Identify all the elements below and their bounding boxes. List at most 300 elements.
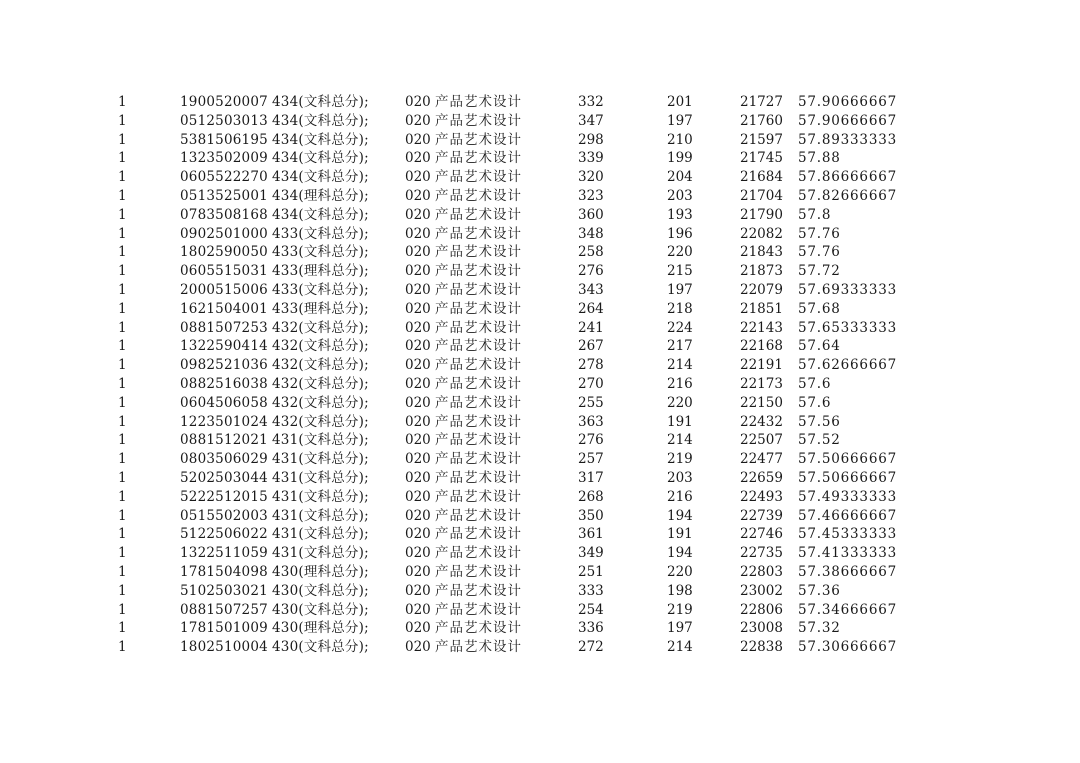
- table-row: [0, 206, 1080, 225]
- major-name: 产品艺术设计: [435, 225, 522, 242]
- composite-score: 57.38666667: [798, 563, 897, 580]
- major-code: 020: [405, 206, 431, 223]
- score-table: [0, 93, 1080, 657]
- candidate-id: 1900520007: [180, 94, 268, 110]
- table-row: [0, 187, 1080, 206]
- row-index: 1: [118, 263, 127, 280]
- composite-score: 57.6: [798, 375, 832, 392]
- score-a: 270: [578, 375, 604, 392]
- major-name: 产品艺术设计: [435, 563, 522, 580]
- table-row: [0, 413, 1080, 432]
- major-name: 产品艺术设计: [435, 451, 522, 468]
- score-b: 201: [667, 94, 693, 110]
- score-a: 255: [578, 394, 604, 411]
- candidate-id: 5122506022: [180, 526, 268, 543]
- major-code: 020: [405, 620, 431, 637]
- table-row: [0, 450, 1080, 469]
- score-b: 191: [667, 413, 693, 430]
- score-b: 224: [667, 319, 693, 336]
- total-score: 433(文科总分);: [272, 281, 369, 298]
- composite-score: 57.72: [798, 263, 841, 280]
- score-a: 251: [578, 563, 604, 580]
- rank: 21597: [740, 131, 783, 148]
- major-code: 020: [405, 582, 431, 599]
- candidate-id: 0902501000: [180, 225, 268, 242]
- composite-score: 57.76: [798, 244, 841, 261]
- candidate-id: 1781504098: [180, 563, 268, 580]
- rank: 21843: [740, 244, 783, 261]
- major-name: 产品艺术设计: [435, 545, 522, 562]
- table-row: [0, 112, 1080, 131]
- major-name: 产品艺术设计: [435, 131, 522, 148]
- rank: 22735: [740, 545, 783, 562]
- major-code: 020: [405, 526, 431, 543]
- composite-score: 57.49333333: [798, 488, 897, 505]
- total-score: 430(文科总分);: [272, 601, 369, 618]
- total-score: 430(文科总分);: [272, 582, 369, 599]
- total-score: 434(文科总分);: [272, 206, 369, 223]
- score-b: 214: [667, 357, 693, 374]
- row-index: 1: [118, 300, 127, 317]
- row-index: 1: [118, 169, 127, 186]
- score-a: 320: [578, 169, 604, 186]
- row-index: 1: [118, 507, 127, 524]
- table-row: [0, 507, 1080, 526]
- rank: 22143: [740, 319, 783, 336]
- rank: 22173: [740, 375, 783, 392]
- table-row: [0, 243, 1080, 262]
- score-b: 217: [667, 338, 693, 355]
- score-a: 267: [578, 338, 604, 355]
- major-code: 020: [405, 169, 431, 186]
- candidate-id: 0803506029: [180, 451, 268, 468]
- major-code: 020: [405, 150, 431, 167]
- row-index: 1: [118, 225, 127, 242]
- candidate-id: 5102503021: [180, 582, 268, 599]
- score-b: 220: [667, 394, 693, 411]
- row-index: 1: [118, 112, 127, 129]
- table-row: [0, 394, 1080, 413]
- major-name: 产品艺术设计: [435, 639, 522, 656]
- total-score: 434(文科总分);: [272, 94, 369, 110]
- major-name: 产品艺术设计: [435, 150, 522, 167]
- composite-score: 57.64: [798, 338, 841, 355]
- row-index: 1: [118, 94, 127, 110]
- score-b: 215: [667, 263, 693, 280]
- major-code: 020: [405, 545, 431, 562]
- candidate-id: 0605522270: [180, 169, 268, 186]
- candidate-id: 1621504001: [180, 300, 268, 317]
- score-b: 216: [667, 375, 693, 392]
- rank: 21727: [740, 94, 783, 110]
- row-index: 1: [118, 319, 127, 336]
- candidate-id: 0881512021: [180, 432, 268, 449]
- composite-score: 57.76: [798, 225, 841, 242]
- rank: 22079: [740, 281, 783, 298]
- row-index: 1: [118, 601, 127, 618]
- rank: 21760: [740, 112, 783, 129]
- candidate-id: 0881507253: [180, 319, 268, 336]
- composite-score: 57.36: [798, 582, 841, 599]
- composite-score: 57.46666667: [798, 507, 897, 524]
- score-b: 203: [667, 469, 693, 486]
- total-score: 433(文科总分);: [272, 244, 369, 261]
- rank: 21790: [740, 206, 783, 223]
- score-b: 203: [667, 187, 693, 204]
- rank: 22168: [740, 338, 783, 355]
- candidate-id: 0604506058: [180, 394, 268, 411]
- table-row: [0, 375, 1080, 394]
- total-score: 432(文科总分);: [272, 413, 369, 430]
- score-a: 257: [578, 451, 604, 468]
- score-b: 193: [667, 206, 693, 223]
- score-b: 198: [667, 582, 693, 599]
- rank: 21704: [740, 187, 783, 204]
- total-score: 434(文科总分);: [272, 112, 369, 129]
- major-name: 产品艺术设计: [435, 244, 522, 261]
- composite-score: 57.68: [798, 300, 841, 317]
- major-code: 020: [405, 244, 431, 261]
- table-row: [0, 225, 1080, 244]
- composite-score: 57.90666667: [798, 94, 897, 110]
- major-name: 产品艺术设计: [435, 526, 522, 543]
- score-a: 276: [578, 432, 604, 449]
- score-a: 258: [578, 244, 604, 261]
- composite-score: 57.86666667: [798, 169, 897, 186]
- candidate-id: 0513525001: [180, 187, 268, 204]
- score-a: 363: [578, 413, 604, 430]
- candidate-id: 2000515006: [180, 281, 268, 298]
- table-row: [0, 356, 1080, 375]
- score-a: 339: [578, 150, 604, 167]
- composite-score: 57.88: [798, 150, 841, 167]
- candidate-id: 0982521036: [180, 357, 268, 374]
- major-name: 产品艺术设计: [435, 187, 522, 204]
- major-code: 020: [405, 488, 431, 505]
- score-b: 220: [667, 563, 693, 580]
- candidate-id: 1323502009: [180, 150, 268, 167]
- score-b: 219: [667, 451, 693, 468]
- major-name: 产品艺术设计: [435, 112, 522, 129]
- total-score: 431(文科总分);: [272, 507, 369, 524]
- score-b: 196: [667, 225, 693, 242]
- rank: 23002: [740, 582, 783, 599]
- table-row: [0, 281, 1080, 300]
- total-score: 431(文科总分);: [272, 545, 369, 562]
- row-index: 1: [118, 488, 127, 505]
- table-row: [0, 431, 1080, 450]
- composite-score: 57.6: [798, 394, 832, 411]
- table-row: [0, 544, 1080, 563]
- table-row: [0, 262, 1080, 281]
- row-index: 1: [118, 206, 127, 223]
- total-score: 432(文科总分);: [272, 394, 369, 411]
- table-row: [0, 563, 1080, 582]
- table-row: [0, 638, 1080, 657]
- table-row: [0, 525, 1080, 544]
- total-score: 432(文科总分);: [272, 375, 369, 392]
- row-index: 1: [118, 563, 127, 580]
- major-name: 产品艺术设计: [435, 432, 522, 449]
- score-a: 350: [578, 507, 604, 524]
- row-index: 1: [118, 639, 127, 656]
- total-score: 430(理科总分);: [272, 620, 369, 637]
- score-b: 214: [667, 432, 693, 449]
- table-row: [0, 337, 1080, 356]
- row-index: 1: [118, 394, 127, 411]
- table-row: [0, 300, 1080, 319]
- score-b: 197: [667, 620, 693, 637]
- major-code: 020: [405, 187, 431, 204]
- score-a: 241: [578, 319, 604, 336]
- total-score: 434(文科总分);: [272, 150, 369, 167]
- major-name: 产品艺术设计: [435, 94, 522, 110]
- score-b: 194: [667, 507, 693, 524]
- candidate-id: 0882516038: [180, 375, 268, 392]
- major-code: 020: [405, 357, 431, 374]
- major-name: 产品艺术设计: [435, 357, 522, 374]
- major-code: 020: [405, 281, 431, 298]
- total-score: 431(文科总分);: [272, 432, 369, 449]
- score-a: 332: [578, 94, 604, 110]
- major-code: 020: [405, 507, 431, 524]
- row-index: 1: [118, 131, 127, 148]
- score-b: 199: [667, 150, 693, 167]
- major-code: 020: [405, 413, 431, 430]
- rank: 21684: [740, 169, 783, 186]
- major-code: 020: [405, 451, 431, 468]
- row-index: 1: [118, 244, 127, 261]
- score-a: 349: [578, 545, 604, 562]
- rank: 22806: [740, 601, 783, 618]
- score-a: 278: [578, 357, 604, 374]
- major-name: 产品艺术设计: [435, 281, 522, 298]
- composite-score: 57.62666667: [798, 357, 897, 374]
- score-a: 360: [578, 206, 604, 223]
- table-row: [0, 93, 1080, 112]
- candidate-id: 1322590414: [180, 338, 268, 355]
- score-a: 264: [578, 300, 604, 317]
- composite-score: 57.50666667: [798, 469, 897, 486]
- composite-score: 57.41333333: [798, 545, 897, 562]
- rank: 22432: [740, 413, 783, 430]
- row-index: 1: [118, 187, 127, 204]
- major-code: 020: [405, 375, 431, 392]
- score-a: 272: [578, 639, 604, 656]
- score-a: 323: [578, 187, 604, 204]
- composite-score: 57.30666667: [798, 639, 897, 656]
- row-index: 1: [118, 432, 127, 449]
- major-name: 产品艺术设计: [435, 582, 522, 599]
- candidate-id: 0515502003: [180, 507, 268, 524]
- major-name: 产品艺术设计: [435, 338, 522, 355]
- score-a: 254: [578, 601, 604, 618]
- total-score: 431(文科总分);: [272, 526, 369, 543]
- major-name: 产品艺术设计: [435, 620, 522, 637]
- major-code: 020: [405, 394, 431, 411]
- score-b: 191: [667, 526, 693, 543]
- major-code: 020: [405, 131, 431, 148]
- table-row: [0, 601, 1080, 620]
- total-score: 434(文科总分);: [272, 131, 369, 148]
- candidate-id: 0783508168: [180, 206, 268, 223]
- candidate-id: 1781501009: [180, 620, 268, 637]
- candidate-id: 0881507257: [180, 601, 268, 618]
- score-b: 220: [667, 244, 693, 261]
- table-row: [0, 149, 1080, 168]
- row-index: 1: [118, 375, 127, 392]
- score-a: 347: [578, 112, 604, 129]
- score-b: 194: [667, 545, 693, 562]
- composite-score: 57.45333333: [798, 526, 897, 543]
- rank: 22191: [740, 357, 783, 374]
- composite-score: 57.32: [798, 620, 841, 637]
- composite-score: 57.34666667: [798, 601, 897, 618]
- rank: 22082: [740, 225, 783, 242]
- major-code: 020: [405, 94, 431, 110]
- score-a: 268: [578, 488, 604, 505]
- total-score: 431(文科总分);: [272, 469, 369, 486]
- rank: 22150: [740, 394, 783, 411]
- rank: 22803: [740, 563, 783, 580]
- composite-score: 57.65333333: [798, 319, 897, 336]
- composite-score: 57.90666667: [798, 112, 897, 129]
- major-name: 产品艺术设计: [435, 319, 522, 336]
- major-code: 020: [405, 225, 431, 242]
- major-code: 020: [405, 432, 431, 449]
- composite-score: 57.89333333: [798, 131, 897, 148]
- rank: 22477: [740, 451, 783, 468]
- rank: 22507: [740, 432, 783, 449]
- table-row: [0, 488, 1080, 507]
- score-a: 298: [578, 131, 604, 148]
- total-score: 431(文科总分);: [272, 451, 369, 468]
- total-score: 430(理科总分);: [272, 563, 369, 580]
- row-index: 1: [118, 469, 127, 486]
- score-b: 210: [667, 131, 693, 148]
- candidate-id: 0605515031: [180, 263, 268, 280]
- row-index: 1: [118, 413, 127, 430]
- major-name: 产品艺术设计: [435, 263, 522, 280]
- major-name: 产品艺术设计: [435, 300, 522, 317]
- major-code: 020: [405, 601, 431, 618]
- table-row: [0, 168, 1080, 187]
- major-name: 产品艺术设计: [435, 169, 522, 186]
- total-score: 432(文科总分);: [272, 319, 369, 336]
- row-index: 1: [118, 338, 127, 355]
- score-b: 197: [667, 281, 693, 298]
- total-score: 433(文科总分);: [272, 225, 369, 242]
- major-name: 产品艺术设计: [435, 375, 522, 392]
- table-row: [0, 582, 1080, 601]
- row-index: 1: [118, 281, 127, 298]
- major-code: 020: [405, 112, 431, 129]
- major-name: 产品艺术设计: [435, 206, 522, 223]
- total-score: 432(文科总分);: [272, 338, 369, 355]
- score-b: 214: [667, 639, 693, 656]
- major-name: 产品艺术设计: [435, 507, 522, 524]
- total-score: 432(文科总分);: [272, 357, 369, 374]
- major-name: 产品艺术设计: [435, 601, 522, 618]
- major-name: 产品艺术设计: [435, 394, 522, 411]
- score-a: 333: [578, 582, 604, 599]
- total-score: 433(理科总分);: [272, 263, 369, 280]
- row-index: 1: [118, 526, 127, 543]
- candidate-id: 5202503044: [180, 469, 268, 486]
- candidate-id: 1223501024: [180, 413, 268, 430]
- row-index: 1: [118, 582, 127, 599]
- table-row: [0, 131, 1080, 150]
- candidate-id: 0512503013: [180, 112, 268, 129]
- row-index: 1: [118, 150, 127, 167]
- composite-score: 57.8: [798, 206, 832, 223]
- total-score: 430(文科总分);: [272, 639, 369, 656]
- table-row: [0, 319, 1080, 338]
- score-b: 216: [667, 488, 693, 505]
- candidate-id: 1802510004: [180, 639, 268, 656]
- row-index: 1: [118, 357, 127, 374]
- candidate-id: 1802590050: [180, 244, 268, 261]
- candidate-id: 5222512015: [180, 488, 268, 505]
- total-score: 431(文科总分);: [272, 488, 369, 505]
- major-code: 020: [405, 263, 431, 280]
- rank: 22493: [740, 488, 783, 505]
- score-b: 218: [667, 300, 693, 317]
- score-a: 317: [578, 469, 604, 486]
- score-a: 336: [578, 620, 604, 637]
- major-code: 020: [405, 338, 431, 355]
- row-index: 1: [118, 620, 127, 637]
- score-b: 219: [667, 601, 693, 618]
- total-score: 434(理科总分);: [272, 187, 369, 204]
- table-row: [0, 469, 1080, 488]
- rank: 21851: [740, 300, 783, 317]
- score-a: 343: [578, 281, 604, 298]
- major-code: 020: [405, 469, 431, 486]
- rank: 21873: [740, 263, 783, 280]
- major-name: 产品艺术设计: [435, 469, 522, 486]
- row-index: 1: [118, 545, 127, 562]
- rank: 22659: [740, 469, 783, 486]
- composite-score: 57.82666667: [798, 187, 897, 204]
- score-a: 276: [578, 263, 604, 280]
- score-a: 348: [578, 225, 604, 242]
- total-score: 434(文科总分);: [272, 169, 369, 186]
- score-b: 197: [667, 112, 693, 129]
- rank: 21745: [740, 150, 783, 167]
- candidate-id: 5381506195: [180, 131, 268, 148]
- rank: 22746: [740, 526, 783, 543]
- composite-score: 57.52: [798, 432, 841, 449]
- composite-score: 57.69333333: [798, 281, 897, 298]
- composite-score: 57.50666667: [798, 451, 897, 468]
- composite-score: 57.56: [798, 413, 841, 430]
- candidate-id: 1322511059: [180, 545, 268, 562]
- score-a: 361: [578, 526, 604, 543]
- rank: 22739: [740, 507, 783, 524]
- rank: 22838: [740, 639, 783, 656]
- table-row: [0, 619, 1080, 638]
- score-b: 204: [667, 169, 693, 186]
- major-code: 020: [405, 300, 431, 317]
- rank: 23008: [740, 620, 783, 637]
- major-name: 产品艺术设计: [435, 488, 522, 505]
- major-name: 产品艺术设计: [435, 413, 522, 430]
- total-score: 433(理科总分);: [272, 300, 369, 317]
- major-code: 020: [405, 639, 431, 656]
- major-code: 020: [405, 319, 431, 336]
- major-code: 020: [405, 563, 431, 580]
